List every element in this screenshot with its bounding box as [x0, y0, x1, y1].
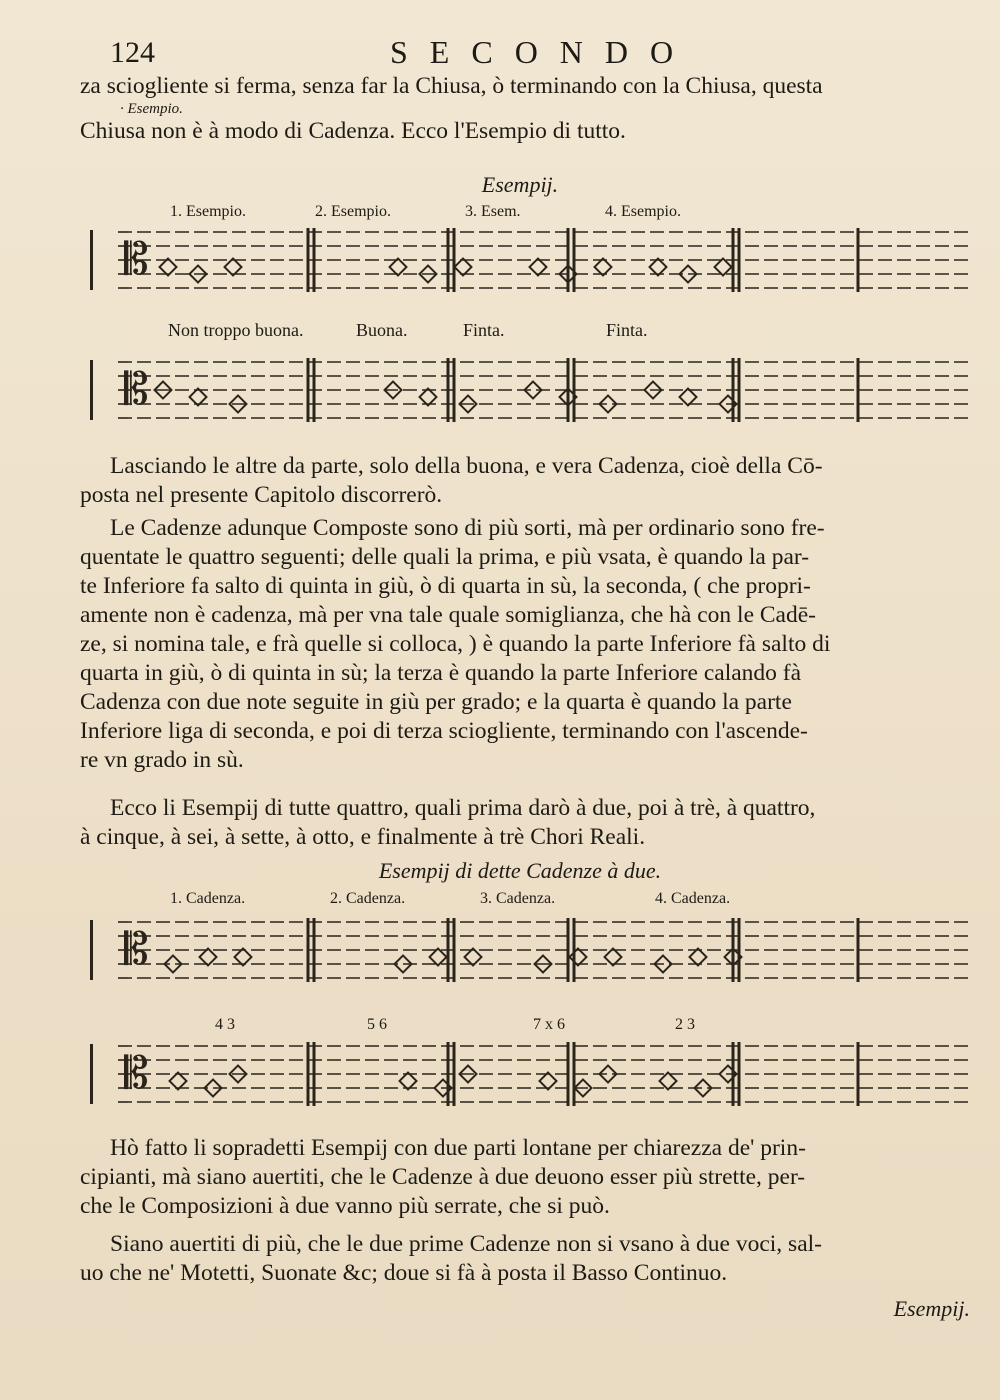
figure-label: 4 3	[215, 1016, 235, 1033]
example1-labels	[170, 203, 870, 223]
example-label: 4. Esempio.	[605, 203, 681, 220]
example-label: 3. Esem.	[465, 203, 521, 220]
example-label: 4. Cadenza.	[655, 890, 731, 907]
system-bracket	[90, 360, 93, 420]
note-head	[605, 949, 622, 966]
example2-labels	[170, 890, 870, 910]
text-line: quarta in giù, ò di quinta in sù; la terza è quando la parte Inferiore calando fà	[80, 660, 802, 686]
text-line: à cinque, à sei, à sette, à otto, e finalmente à trè Chori Reali.	[80, 824, 646, 850]
side-note: · Esempio.	[120, 101, 183, 117]
note-head	[430, 949, 447, 966]
system-bracket	[90, 230, 93, 290]
closing-paragraph-1	[80, 1134, 980, 1221]
example-label: 1. Esempio.	[170, 203, 246, 220]
text-line: Siano auertiti di più, che le due prime Cadenze non si vsano à due voci, sal-	[110, 1231, 822, 1257]
note-head	[465, 949, 482, 966]
note-head	[400, 1073, 417, 1090]
text-line: che le Composizioni à due vanno più serrate, che si può.	[80, 1193, 610, 1219]
text-line: re vn grado in sù.	[80, 747, 244, 773]
text-line: posta nel presente Capitolo discorrerò.	[80, 482, 443, 508]
note-head	[170, 1073, 187, 1090]
verdict-label: Non troppo buona.	[168, 320, 304, 340]
example2-title: Esempij di dette Cadenze à due.	[378, 858, 662, 883]
example-label: 3. Cadenza.	[480, 890, 556, 907]
note-head	[690, 949, 707, 966]
system-bracket	[90, 1044, 93, 1104]
music-staff-system-2b	[88, 1036, 973, 1126]
note-head	[235, 949, 252, 966]
note-head	[660, 1073, 677, 1090]
text-line: cipianti, mà siano auertiti, che le Cadenze à due deuono esser più strette, per-	[80, 1164, 806, 1190]
system-bracket	[90, 920, 93, 980]
clef-icon: 𝄡	[124, 924, 149, 975]
clef-icon: 𝄡	[124, 234, 149, 285]
note-head	[390, 259, 407, 276]
text-line: te Inferiore fa salto di quinta in giù, ò di quarta in sù, la seconda, ( che propri-	[80, 573, 811, 599]
figure-label: 7 x 6	[533, 1016, 565, 1033]
note-head	[455, 259, 472, 276]
intro-line-2: Chiusa non è à modo di Cadenza. Ecco l'Esempio di tutto.	[80, 118, 626, 144]
verdict-label: Buona.	[356, 320, 408, 340]
music-staff-system-2a	[88, 912, 973, 1002]
page-header	[110, 34, 730, 74]
intro-text	[80, 72, 980, 146]
page-number: 124	[110, 36, 155, 69]
text-line: ze, si nomina tale, e frà quelle si colloca, ) è quando la parte Inferiore fà salto di	[80, 631, 831, 657]
running-title: SECONDO	[390, 34, 696, 70]
example1-title: Esempij.	[481, 172, 559, 197]
note-head	[650, 259, 667, 276]
note-head	[595, 259, 612, 276]
text-line: Cadenza con due note seguite in giù per grado; e la quarta è quando la parte	[80, 689, 792, 715]
note-head	[530, 259, 547, 276]
figure-label: 5 6	[367, 1016, 387, 1033]
intro-line-1: za sciogliente si ferma, senza far la Chiusa, ò terminando con la Chiusa, questa	[80, 73, 823, 99]
example-label: 2. Cadenza.	[330, 890, 406, 907]
music-staff-svg	[88, 912, 973, 1002]
example-label: 1. Cadenza.	[170, 890, 246, 907]
text-line: Ecco li Esempij di tutte quattro, quali prima darò à due, poi à trè, à quattro,	[110, 795, 816, 821]
text-line: Inferiore liga di seconda, e poi di terza sciogliente, terminando con l'ascende-	[80, 718, 808, 744]
example1-verdicts	[168, 320, 868, 344]
text-line: Lasciando le altre da parte, solo della buona, e vera Cadenza, cioè della Cō-	[110, 453, 823, 479]
paragraph-3	[80, 794, 980, 852]
note-head	[540, 1073, 557, 1090]
closing-paragraph-2	[80, 1230, 980, 1288]
verdict-label: Finta.	[606, 320, 648, 340]
text-line: amente non è cadenza, mà per vna tale quale somiglianza, che hà con le Cadē-	[80, 602, 816, 628]
note-head	[570, 949, 587, 966]
figure-label: 2 3	[675, 1016, 695, 1033]
clef-icon: 𝄡	[124, 364, 149, 415]
note-head	[420, 389, 437, 406]
music-staff-svg	[88, 352, 973, 442]
music-staff-system-1b	[88, 352, 973, 442]
note-head	[225, 259, 242, 276]
note-head	[160, 259, 177, 276]
verdict-label: Finta.	[463, 320, 505, 340]
note-head	[200, 949, 217, 966]
paragraph-2	[80, 514, 980, 775]
text-line: Hò fatto li sopradetti Esempij con due parti lontane per chiarezza de' prin-	[110, 1135, 806, 1161]
paragraph-1	[80, 452, 980, 510]
music-staff-svg	[88, 1036, 973, 1126]
clef-icon: 𝄡	[124, 1048, 149, 1099]
note-head	[680, 389, 697, 406]
figured-bass-row	[215, 1016, 815, 1036]
music-staff-system-1a	[88, 222, 973, 312]
note-head	[190, 389, 207, 406]
music-staff-svg	[88, 222, 973, 312]
text-line: Le Cadenze adunque Composte sono di più sorti, mà per ordinario sono fre-	[110, 515, 825, 541]
catchword: Esempij.	[893, 1296, 970, 1321]
example-label: 2. Esempio.	[315, 203, 391, 220]
note-head	[715, 259, 732, 276]
text-line: uo che ne' Motetti, Suonate &c; doue si fà à posta il Basso Continuo.	[80, 1260, 728, 1286]
text-line: quentate le quattro seguenti; delle quali la prima, e più vsata, è quando la par-	[80, 544, 810, 570]
